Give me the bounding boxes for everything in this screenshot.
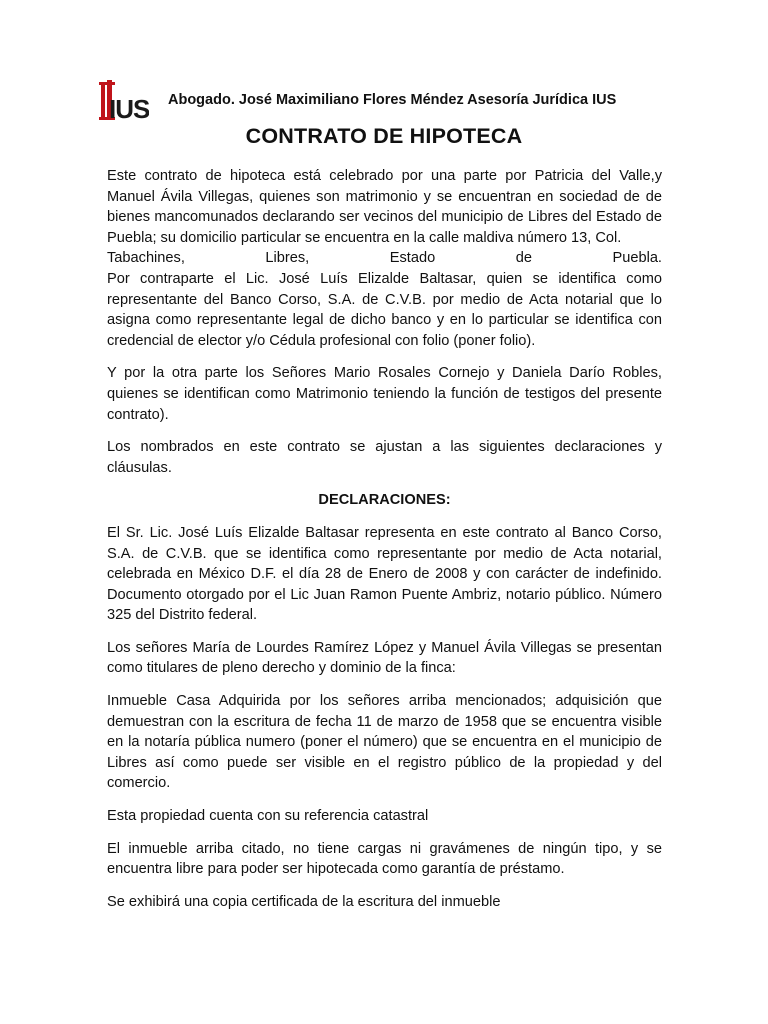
letterhead — [97, 78, 677, 128]
declaration-paragraph-4: Esta propiedad cuenta con su referencia catastral — [107, 808, 429, 825]
document-title: CONTRATO DE HIPOTECA — [245, 124, 523, 148]
declaration-paragraph-6: Se exhibirá una copia certificada de la escritura del inmueble — [107, 893, 501, 910]
intro-paragraph-1a: Este contrato de hipoteca está celebrado por una parte por Patricia del Valle,y Manuel Ávila Villegas, quienes son matrimonio y se encuentran en sociedad de de bienes mancomunados declarando ser vecinos del municipio de Libres del Estado de Puebla; su domicilio particular se encuentra en la calle maldiva número 13, Col. — [107, 168, 662, 246]
logo-text: IUS — [109, 94, 149, 124]
declaration-paragraph-3: Inmueble Casa Adquirida por los señores arriba mencionados; adquisición que demuestran con la escritura de fecha 11 de marzo de 1958 que se encuentra visible en la notaría pública numero (poner el número) que se encuentra en el municipio de Libres así como puede ser visible en el registro público de la propiedad y del comercio. — [107, 693, 662, 792]
intro-paragraph-1b: Tabachines, Libres, Estado de Puebla. — [107, 250, 662, 267]
intro-paragraph-3: Los nombrados en este contrato se ajustan a las siguientes declaraciones y cláusulas. — [107, 439, 662, 476]
declarations-heading: DECLARACIONES: — [318, 492, 451, 509]
document-body — [107, 166, 662, 924]
intro-paragraph-2: Y por la otra parte los Señores Mario Rosales Cornejo y Daniela Darío Robles, quienes se identifican como Matrimonio teniendo la función de testigos del presente contrato). — [107, 365, 662, 423]
declaration-paragraph-1: El Sr. Lic. José Luís Elizalde Baltasar representa en este contrato al Banco Corso, S.A. de C.V.B. que se identifica como representante por medio de Acta notarial, celebrada en México D.F. el día 28 de Enero de 2008 y con carácter de indefinido. Documento otorgado por el Lic Juan Ramon Puente Ambriz, notario público. Número 325 del Distrito federal. — [107, 524, 662, 624]
declaration-paragraph-5: El inmueble arriba citado, no tiene cargas ni gravámenes de ningún tipo, y se encuentra libre para poder ser hipotecada como garantía de préstamo. — [107, 840, 662, 878]
intro-paragraph-1c: Por contraparte el Lic. José Luís Elizalde Baltasar, quien se identifica como representante del Banco Corso, S.A. de C.V.B. por medio de Acta notarial que lo asigna como representante legal de dicho banco y en lo particular se identifica con credencial de elector y/o Cédula profesional con folio (poner folio). — [107, 270, 662, 349]
ius-logo — [97, 78, 149, 124]
declaration-paragraph-2: Los señores María de Lourdes Ramírez López y Manuel Ávila Villegas se presentan como titulares de pleno derecho y dominio de la finca: — [107, 639, 662, 677]
firm-name: Abogado. José Maximiliano Flores Méndez Asesoría Jurídica IUS — [168, 92, 617, 108]
